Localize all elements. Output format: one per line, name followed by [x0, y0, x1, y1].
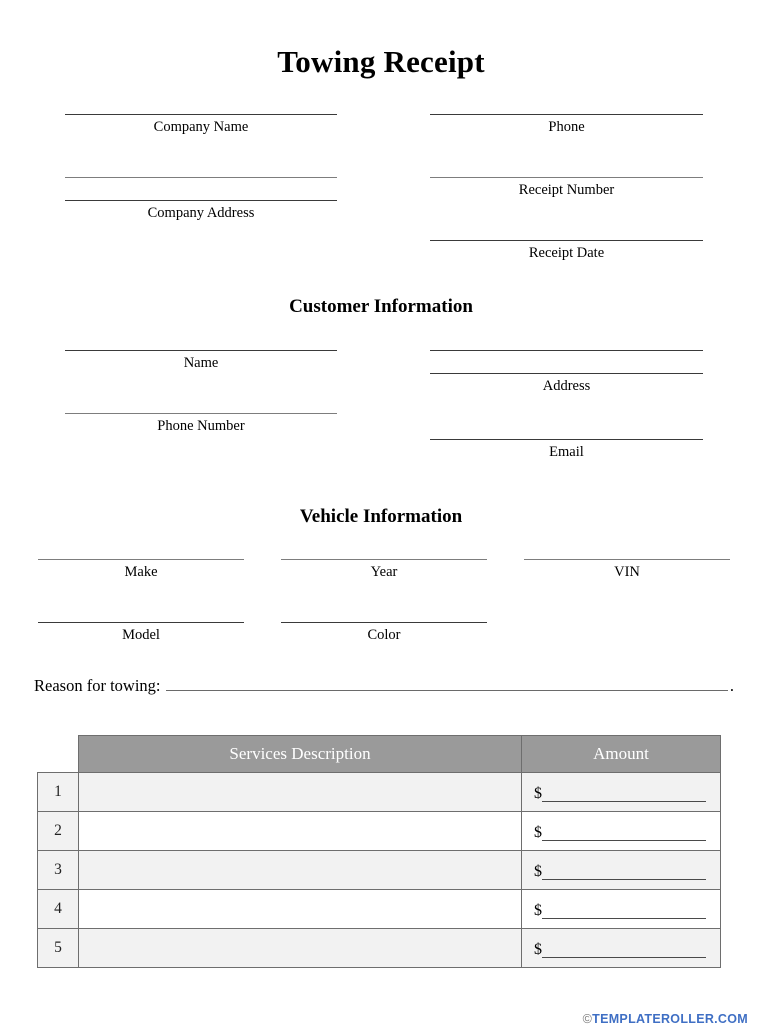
table-row	[38, 773, 721, 812]
field-receipt-number	[430, 177, 703, 198]
field-customer-phone	[65, 413, 337, 434]
vehicle-make-label: Make	[124, 564, 158, 580]
table-row	[38, 929, 721, 968]
amount-cell	[522, 851, 721, 890]
footer-site-name: TEMPLATEROLLER.COM	[592, 1012, 748, 1026]
amount-input[interactable]	[542, 957, 706, 958]
service-description-input[interactable]	[79, 851, 522, 890]
customer-email-label: Email	[549, 444, 584, 460]
row-number: 3	[38, 851, 79, 890]
field-vehicle-vin	[524, 559, 730, 580]
currency-symbol: $	[534, 902, 542, 919]
amount-cell	[522, 890, 721, 929]
field-phone	[430, 114, 703, 135]
currency-symbol: $	[534, 863, 542, 880]
table-header-amount: Amount	[522, 736, 721, 773]
customer-phone-label: Phone Number	[157, 418, 245, 434]
company-address-label: Company Address	[147, 205, 255, 221]
reason-for-towing-input[interactable]	[166, 679, 727, 691]
company-name-label: Company Name	[153, 119, 249, 135]
row-number: 1	[38, 773, 79, 812]
copyright-icon: ©	[582, 1012, 593, 1026]
customer-name-label: Name	[183, 355, 219, 371]
receipt-number-label: Receipt Number	[518, 182, 615, 198]
field-vehicle-model	[38, 622, 244, 643]
amount-input[interactable]	[542, 840, 706, 841]
field-vehicle-year	[281, 559, 487, 580]
field-customer-email	[430, 439, 703, 460]
amount-cell	[522, 812, 721, 851]
amount-cell	[522, 929, 721, 968]
vehicle-color-label: Color	[367, 627, 401, 643]
reason-for-towing-row	[34, 676, 734, 696]
row-number: 4	[38, 890, 79, 929]
table-row	[38, 851, 721, 890]
phone-label: Phone	[548, 119, 585, 135]
table-header-row	[38, 736, 721, 773]
service-description-input[interactable]	[79, 773, 522, 812]
table-row	[38, 890, 721, 929]
service-description-input[interactable]	[79, 929, 522, 968]
currency-symbol: $	[534, 941, 542, 958]
field-company-name	[65, 114, 337, 135]
amount-input[interactable]	[542, 918, 706, 919]
reason-for-towing-period: .	[729, 676, 734, 695]
section-heading-customer: Customer Information	[289, 296, 473, 317]
row-number: 2	[38, 812, 79, 851]
section-heading-vehicle: Vehicle Information	[299, 506, 463, 527]
field-company-address	[65, 177, 337, 221]
field-vehicle-make	[38, 559, 244, 580]
currency-symbol: $	[534, 785, 542, 802]
field-vehicle-color	[281, 622, 487, 643]
customer-address-label: Address	[542, 378, 591, 394]
receipt-date-label: Receipt Date	[528, 245, 605, 261]
amount-input[interactable]	[542, 801, 706, 802]
row-number: 5	[38, 929, 79, 968]
currency-symbol: $	[534, 824, 542, 841]
services-table	[37, 735, 721, 968]
vehicle-year-label: Year	[370, 564, 398, 580]
field-customer-address	[430, 350, 703, 394]
table-header-number	[38, 736, 79, 773]
service-description-input[interactable]	[79, 890, 522, 929]
table-header-services-description: Services Description	[79, 736, 522, 773]
field-receipt-date	[430, 240, 703, 261]
vehicle-vin-label: VIN	[614, 564, 640, 580]
reason-for-towing-label: Reason for towing:	[34, 676, 161, 695]
amount-cell	[522, 773, 721, 812]
page-title: Towing Receipt	[277, 44, 485, 79]
service-description-input[interactable]	[79, 812, 522, 851]
table-row	[38, 812, 721, 851]
amount-input[interactable]	[542, 879, 706, 880]
field-customer-name	[65, 350, 337, 371]
vehicle-model-label: Model	[122, 627, 160, 643]
